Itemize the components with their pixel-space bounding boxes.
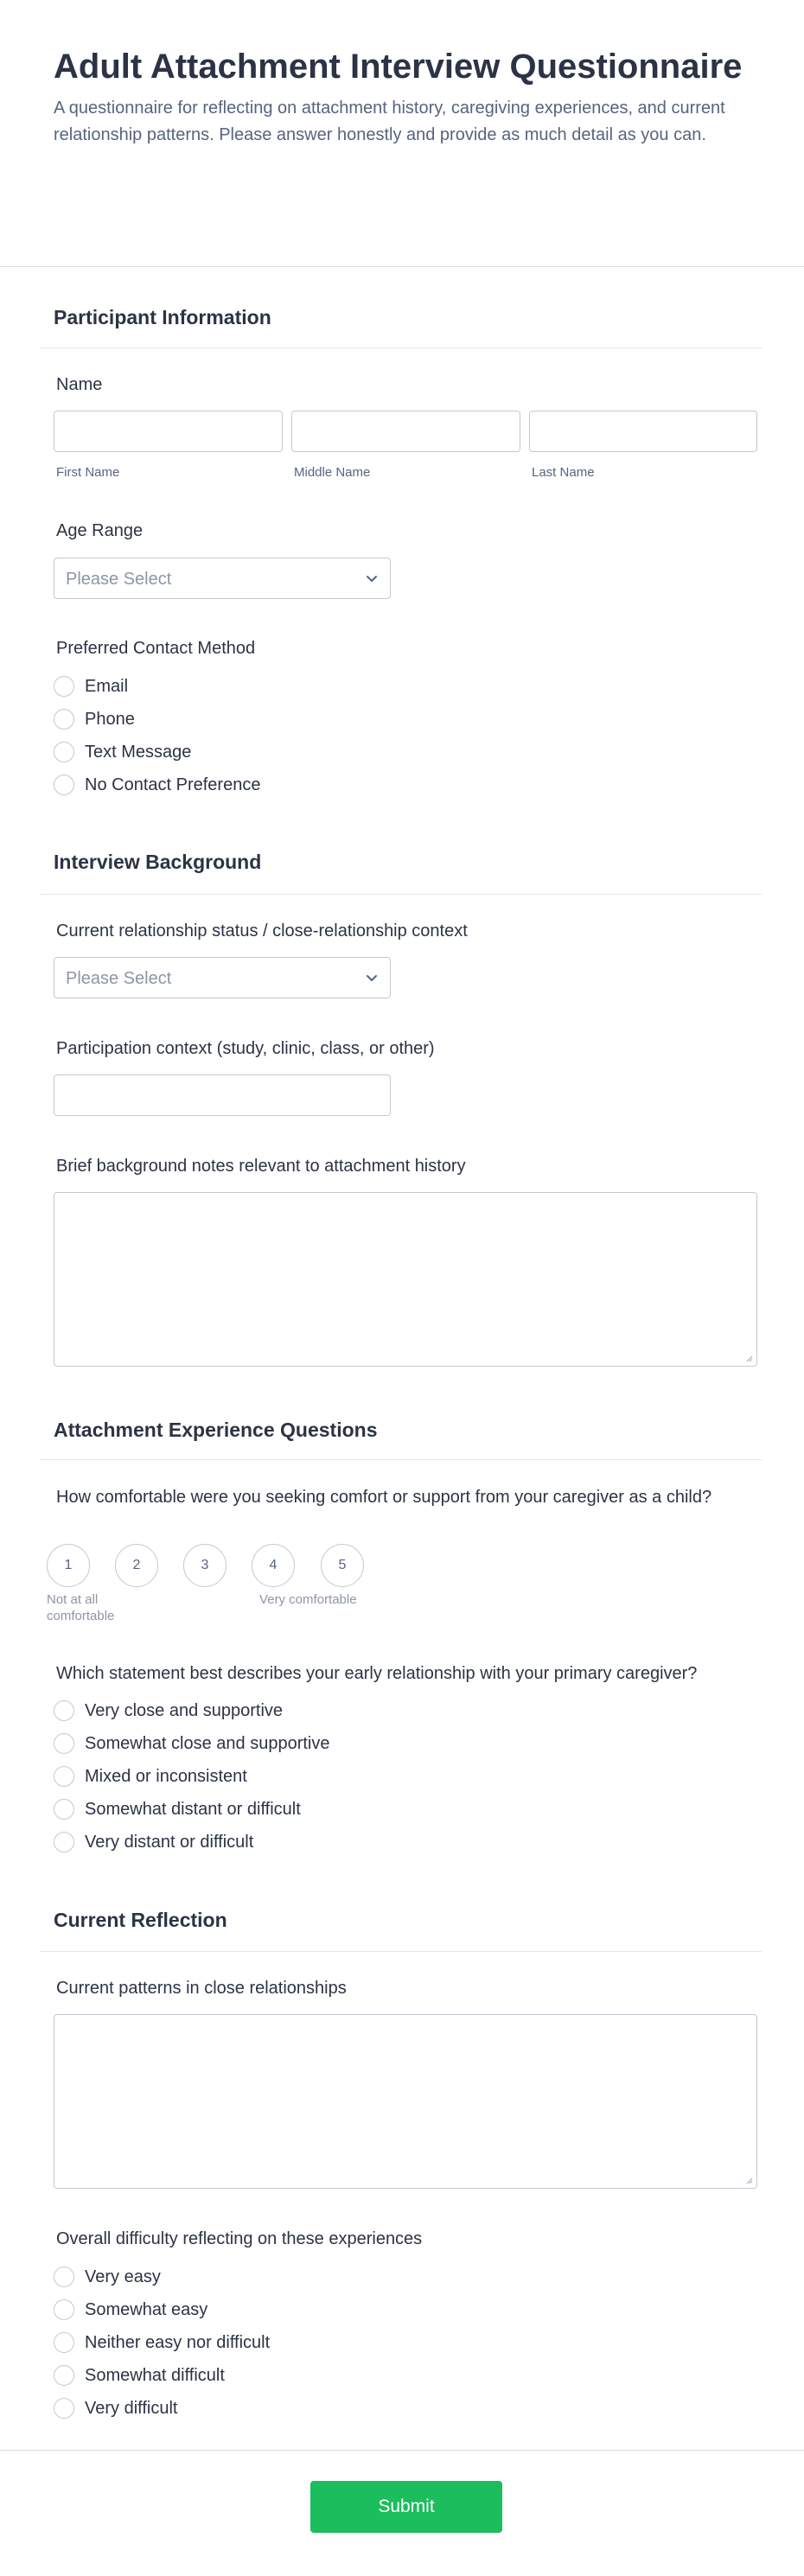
current-patterns-label: Current patterns in close relationships xyxy=(56,1979,347,1998)
radio-label: Somewhat close and supportive xyxy=(85,1733,330,1753)
submit-button[interactable]: Submit xyxy=(310,2481,502,2533)
section-experience-title: Attachment Experience Questions xyxy=(54,1419,378,1441)
scale-option-2[interactable]: 2 xyxy=(115,1544,158,1587)
comfort-scale-label: How comfortable were you seeking comfort or support from your caregiver as a child? xyxy=(56,1488,712,1507)
resize-grip-icon[interactable] xyxy=(744,2176,753,2184)
section-divider xyxy=(40,1459,763,1460)
radio-button[interactable] xyxy=(54,1766,74,1787)
early-option-3[interactable] xyxy=(54,1764,247,1789)
difficulty-option-1[interactable] xyxy=(54,2265,161,2289)
relationship-status-select[interactable] xyxy=(54,957,391,998)
radio-label: No Contact Preference xyxy=(85,775,261,794)
section-divider xyxy=(40,894,763,895)
contact-option-text[interactable] xyxy=(54,740,191,764)
relationship-status-label: Current relationship status / close-relationship context xyxy=(56,921,468,940)
radio-label: Somewhat distant or difficult xyxy=(85,1799,301,1819)
radio-button[interactable] xyxy=(54,709,74,730)
first-name-input[interactable] xyxy=(54,411,283,452)
scale-max-caption: Very comfortable xyxy=(259,1592,357,1607)
form-description: A questionnaire for reflecting on attachment history, caregiving experiences, and current relationship patterns. Please answer honestly and provide as much detail as you can. xyxy=(54,99,725,144)
contact-option-email[interactable] xyxy=(54,674,128,698)
name-label: Name xyxy=(56,375,103,394)
early-relationship-label: Which statement best describes your early relationship with your primary caregiver? xyxy=(56,1664,698,1683)
resize-grip-icon[interactable] xyxy=(744,1354,753,1362)
middle-name-input[interactable] xyxy=(291,411,520,452)
chevron-down-icon xyxy=(364,970,380,985)
radio-button[interactable] xyxy=(54,1832,74,1852)
last-name-sublabel: Last Name xyxy=(532,465,595,480)
radio-button[interactable] xyxy=(54,1700,74,1721)
radio-label: Very easy xyxy=(85,2267,161,2286)
scale-option-1[interactable]: 1 xyxy=(47,1544,90,1587)
age-range-label: Age Range xyxy=(56,521,144,540)
scale-option-5[interactable]: 5 xyxy=(321,1544,364,1587)
radio-label: Email xyxy=(85,676,129,696)
radio-button[interactable] xyxy=(54,1733,74,1754)
radio-label: Very close and supportive xyxy=(85,1700,284,1720)
background-notes-label: Brief background notes relevant to attachment history xyxy=(56,1157,466,1176)
difficulty-label: Overall difficulty reflecting on these experiences xyxy=(56,2229,423,2248)
section-reflection-title: Current Reflection xyxy=(54,1909,227,1931)
age-range-placeholder: Please Select xyxy=(66,570,172,589)
form-header xyxy=(54,41,763,149)
radio-label: Very difficult xyxy=(85,2398,178,2418)
scale-option-3[interactable]: 3 xyxy=(183,1544,227,1587)
first-name-sublabel: First Name xyxy=(56,465,120,480)
radio-button[interactable] xyxy=(54,2267,74,2287)
last-name-input[interactable] xyxy=(529,411,757,452)
radio-label: Mixed or inconsistent xyxy=(85,1766,247,1786)
section-participant-title: Participant Information xyxy=(54,306,271,328)
contact-option-none[interactable] xyxy=(54,773,260,797)
radio-button[interactable] xyxy=(54,742,74,762)
footer-divider xyxy=(0,2450,804,2451)
difficulty-option-3[interactable] xyxy=(54,2331,270,2355)
middle-name-sublabel: Middle Name xyxy=(294,465,371,480)
difficulty-option-2[interactable] xyxy=(54,2298,207,2322)
difficulty-option-5[interactable] xyxy=(54,2396,177,2420)
difficulty-option-4[interactable] xyxy=(54,2363,225,2388)
early-option-2[interactable] xyxy=(54,1731,330,1756)
section-divider xyxy=(40,1951,763,1952)
section-background-title: Interview Background xyxy=(54,851,262,873)
radio-label: Very distant or difficult xyxy=(85,1832,254,1852)
chevron-down-icon xyxy=(364,571,380,586)
radio-button[interactable] xyxy=(54,2299,74,2320)
scale-option-4[interactable]: 4 xyxy=(252,1544,295,1587)
early-option-4[interactable] xyxy=(54,1797,301,1821)
radio-label: Text Message xyxy=(85,742,192,762)
early-option-5[interactable] xyxy=(54,1830,253,1854)
age-range-select[interactable] xyxy=(54,558,391,599)
header-divider xyxy=(0,266,804,267)
contact-method-label: Preferred Contact Method xyxy=(56,639,256,658)
radio-button[interactable] xyxy=(54,2398,74,2419)
radio-label: Somewhat difficult xyxy=(85,2365,225,2385)
radio-label: Neither easy nor difficult xyxy=(85,2332,271,2352)
radio-button[interactable] xyxy=(54,2332,74,2353)
radio-label: Phone xyxy=(85,709,135,729)
radio-button[interactable] xyxy=(54,1799,74,1820)
early-option-1[interactable] xyxy=(54,1699,283,1723)
radio-button[interactable] xyxy=(54,2365,74,2386)
relationship-status-placeholder: Please Select xyxy=(66,969,172,988)
contact-option-phone[interactable] xyxy=(54,707,135,731)
background-notes-textarea[interactable] xyxy=(54,1192,757,1367)
participation-context-input[interactable] xyxy=(54,1074,391,1116)
radio-button[interactable] xyxy=(54,775,74,795)
form-title: Adult Attachment Interview Questionnaire xyxy=(54,48,743,86)
participation-context-label: Participation context (study, clinic, class, or other) xyxy=(56,1039,435,1058)
scale-min-caption: Not at all comfortable xyxy=(47,1592,115,1623)
current-patterns-textarea[interactable] xyxy=(54,2014,757,2189)
radio-label: Somewhat easy xyxy=(85,2299,208,2319)
radio-button[interactable] xyxy=(54,676,74,697)
